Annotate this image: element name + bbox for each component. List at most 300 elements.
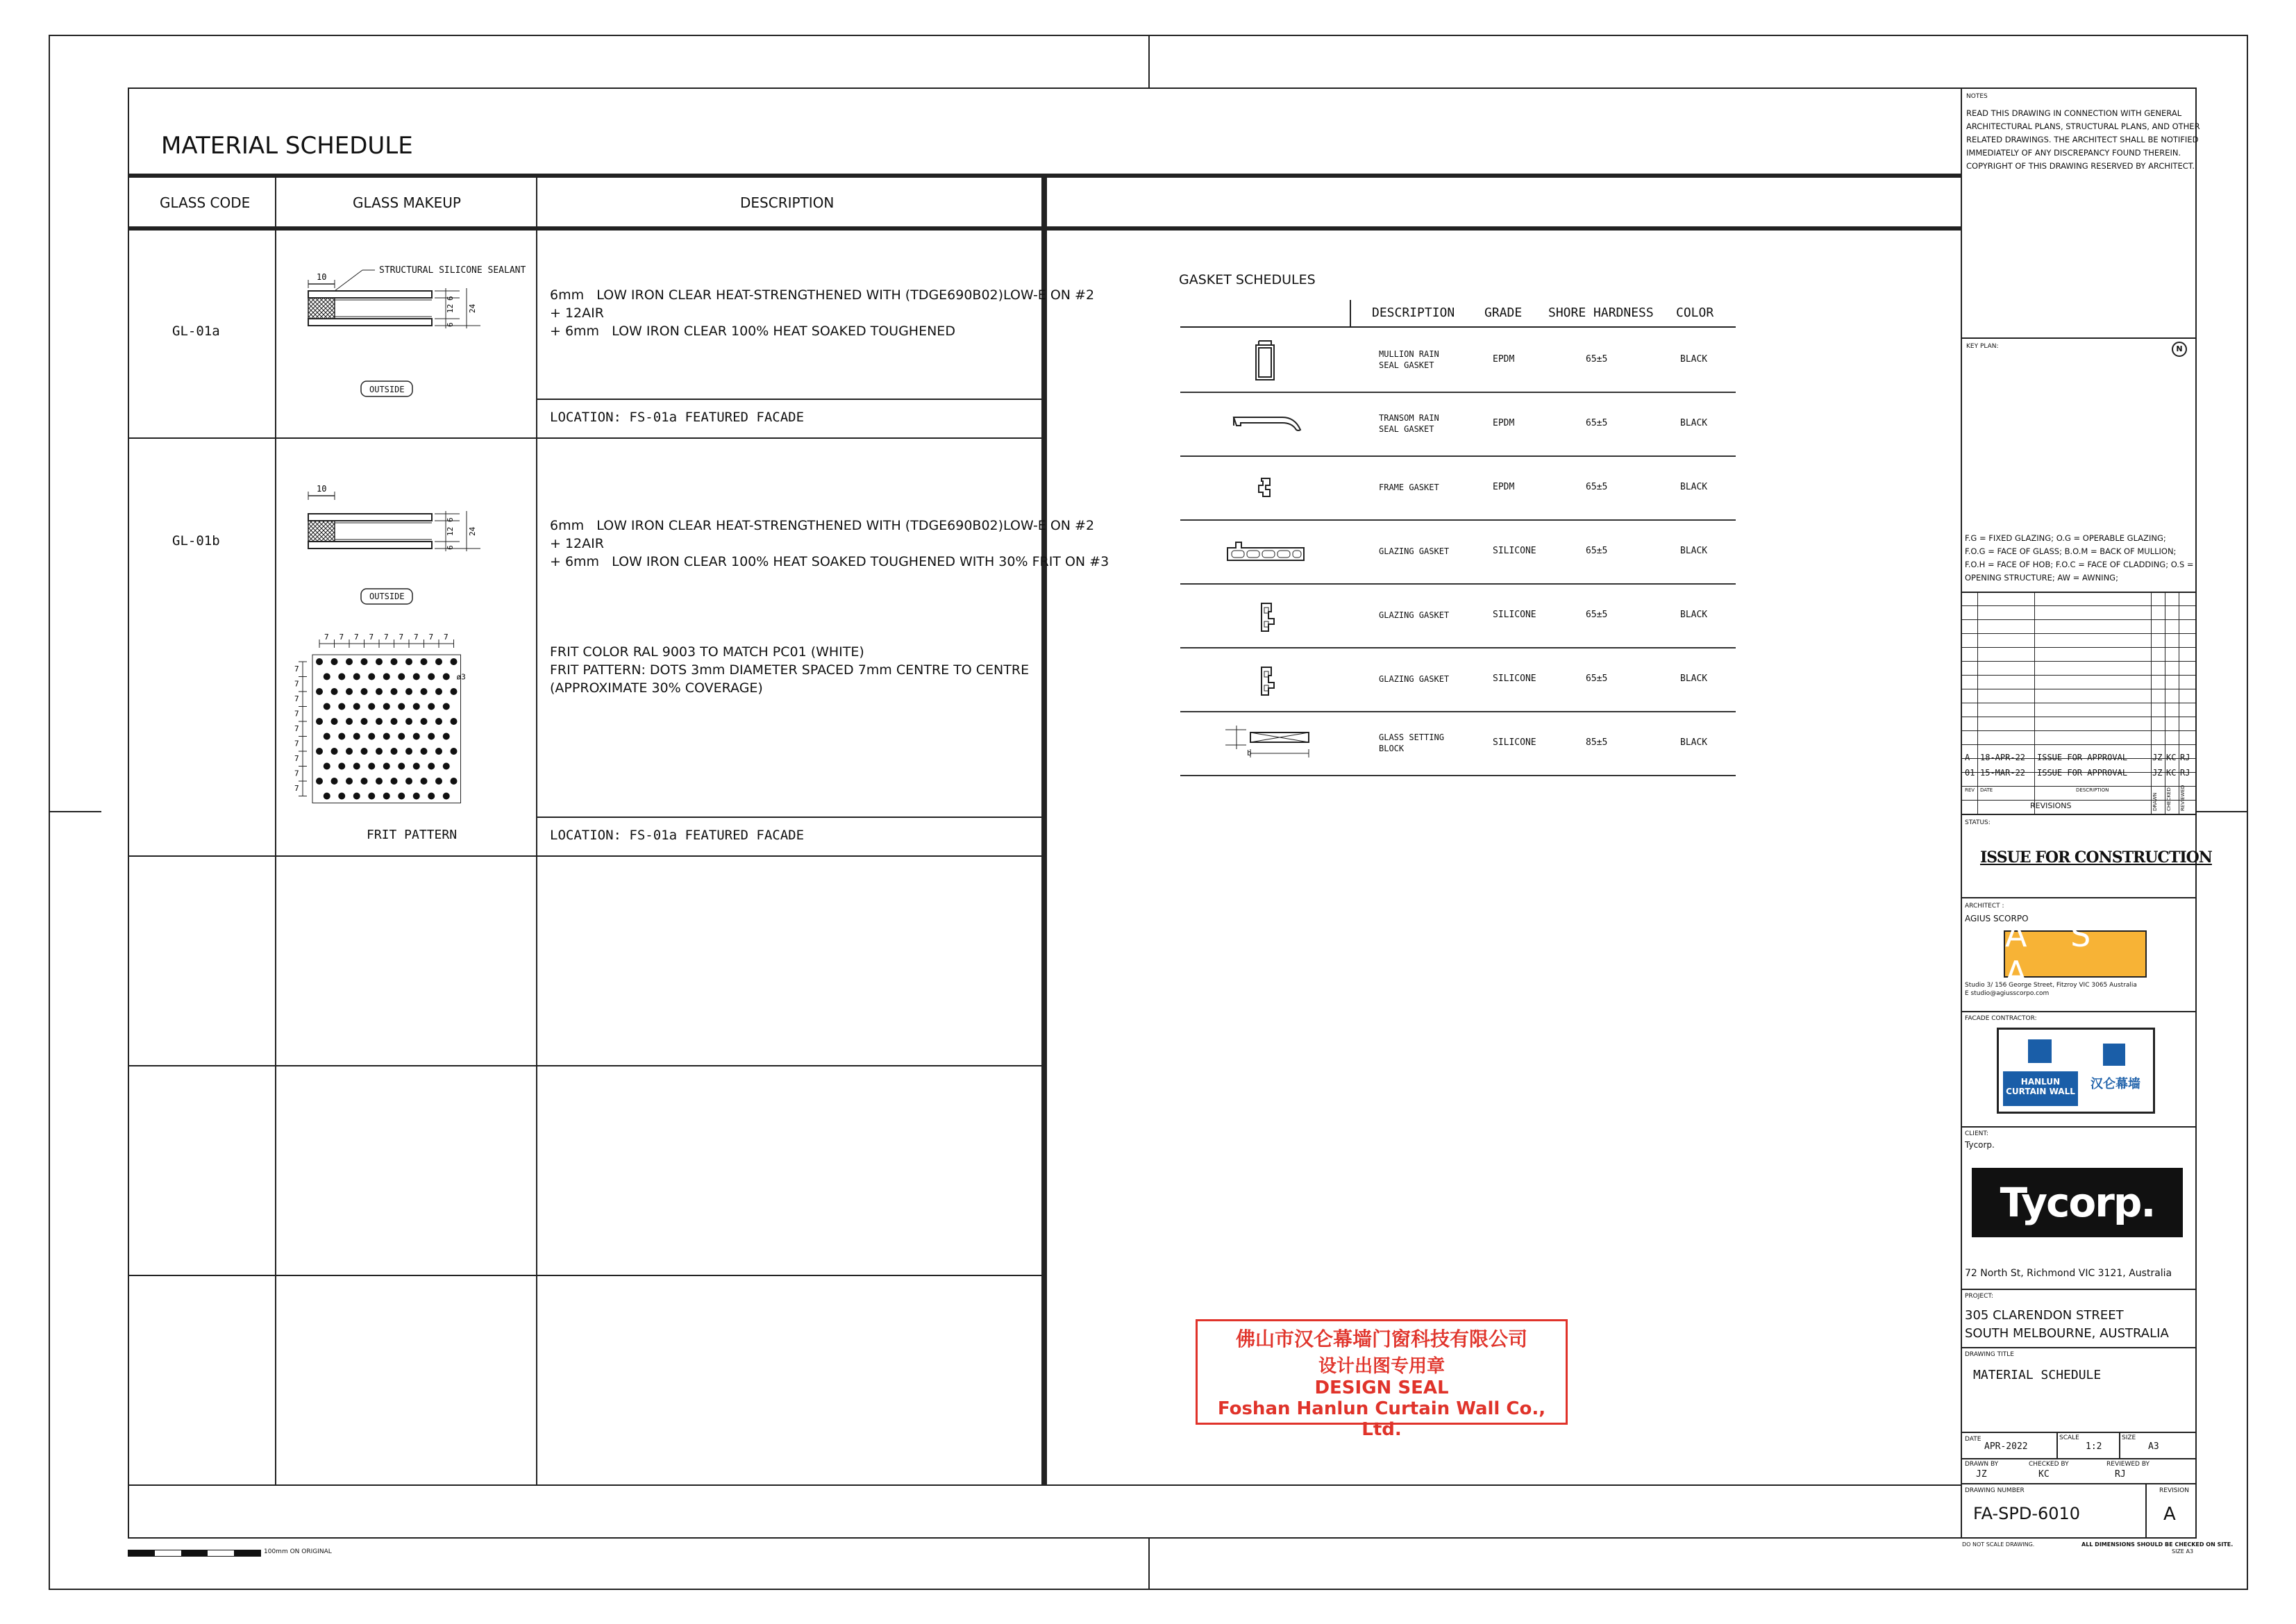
gasket-hardness: 65±5 [1586,482,1608,492]
rev-grid-row [1961,619,2197,620]
revision-d: JZ [2152,753,2163,762]
frit-dot-diameter: ø3 [456,672,466,682]
frit-dot [435,718,442,725]
frit-dot [316,748,323,755]
dim-top-a: 10 [317,272,327,282]
architect-email: E studio@agiusscorpo.com [1965,990,2050,997]
frit-dot [346,688,353,695]
frit-dot [443,763,450,770]
tb-line-rev-bottom [1961,814,2197,815]
revision-r: RJ [2180,768,2190,778]
glass-section-a [299,260,535,406]
gasket-color: BLACK [1680,610,1708,620]
notes-label: NOTES [1966,93,1988,100]
center-mark-top [1148,35,1150,87]
project-label: PROJECT: [1965,1293,1993,1300]
frit-dot [451,748,458,755]
tb-line-architect [1961,897,2197,898]
revision-header-r: REVIEWED [2180,785,2186,811]
revision-desc: ISSUE FOR APPROVAL [2037,753,2128,762]
gasket-grade: EPDM [1493,482,1515,492]
tb-line-facade [1961,1011,2197,1012]
architect-label: ARCHITECT : [1965,903,2004,910]
revision-header-date: DATE [1980,787,1993,793]
description-a: 6mm LOW IRON CLEAR HEAT-STRENGTHENED WITH (TDGE690B02)LOW-E ON #2 + 12AIR + 6mm LOW IRON CLEAR 100% HEAT SOAKED TOUGHENED [550,287,1095,339]
checked-label: CHECKED BY [2029,1461,2069,1468]
frit-dot [421,658,428,665]
gasket-hardness: 85±5 [1586,737,1608,748]
gasket-grade: EPDM [1493,354,1515,365]
frit-pitch-left: 7 [294,664,299,673]
frit-dot [435,748,442,755]
architect-name: AGIUS SCORPO [1965,914,2029,923]
frit-dot [324,733,330,740]
svg-text:10: 10 [317,484,327,494]
gasket-desc: MULLION RAIN SEAL GASKET [1379,349,1439,370]
frit-dot [368,793,375,800]
frit-dot [338,793,345,800]
frit-dot [428,763,435,770]
client-address: 72 North St, Richmond VIC 3121, Australia [1965,1268,2172,1279]
gasket-color: BLACK [1680,673,1708,684]
frit-dot [421,778,428,785]
gasket-desc: TRANSOM RAIN SEAL GASKET [1379,413,1439,434]
frit-dot [428,703,435,710]
drawn-value: JZ [1976,1469,1987,1480]
footer-note-right: ALL DIMENSIONS SHOULD BE CHECKED ON SITE. [2081,1541,2234,1548]
frit-dot [353,733,360,740]
frit-dot [338,703,345,710]
frit-dot [353,763,360,770]
frit-dot [368,673,375,680]
hanlun-emblem-icon [2028,1039,2052,1063]
reviewed-label: REVIEWED BY [2106,1461,2150,1468]
frit-dot [376,748,383,755]
facade-logo-right [2079,1034,2152,1107]
header-glass-makeup: GLASS MAKEUP [353,194,461,211]
location-b: LOCATION: FS-01a FEATURED FACADE [550,828,805,843]
revision-date: 15-MAR-22 [1980,768,2026,778]
description-b: 6mm LOW IRON CLEAR HEAT-STRENGTHENED WITH (TDGE690B02)LOW-E ON #2 + 12AIR + 6mm LOW IRON CLEAR 100% HEAT SOAKED TOUGHENED WITH 30% FRIT ON #3 [550,518,1109,569]
table-divider [1041,176,1047,1484]
frit-dot [338,673,345,680]
reviewed-value: RJ [2115,1469,2126,1480]
frit-dot [361,688,368,695]
gasket-h-color: COLOR [1676,305,1714,320]
client-name: Tycorp. [1965,1140,1995,1150]
seal-line-2: 设计出图专用章 [1318,1356,1445,1377]
frame-gasket-icon [1180,455,1347,519]
gasket-hardness: 65±5 [1586,546,1608,556]
seal-line-1: 佛山市汉仑幕墙门窗科技有限公司 [1235,1328,1527,1350]
rev-grid-row [1961,730,2197,731]
frit-dot [405,658,412,665]
gasket-row [1180,647,1736,712]
location-a: LOCATION: FS-01a FEATURED FACADE [550,410,805,425]
revision-value: A [2163,1504,2176,1525]
seal-line-3: DESIGN SEAL [1314,1378,1449,1398]
drawing-number-label: DRAWING NUMBER [1965,1487,2025,1494]
key-plan-label: KEY PLAN: [1966,343,1999,350]
glazing-gasket-long-icon [1180,519,1347,583]
tb-line-date [1961,1432,2197,1433]
svg-text:6: 6 [446,545,455,550]
status-value: ISSUE FOR CONSTRUCTION [1980,848,2212,867]
revision-c: KC [2166,768,2177,778]
revisions-label: REVISIONS [2030,801,2072,810]
frit-dot [398,673,405,680]
frit-dot [353,793,360,800]
frit-dot [316,718,323,725]
frit-pitch-top: 7 [384,633,389,642]
frit-pitch-top: 7 [444,633,449,642]
gasket-desc: GLASS SETTING BLOCK [1379,733,1444,753]
revision-rev: 01 [1965,768,1975,778]
svg-text:24: 24 [468,303,477,313]
gasket-hardness: 65±5 [1586,610,1608,620]
frit-pitch-left: 7 [294,694,299,703]
architect-address: Studio 3/ 156 George Street, Fitzroy VIC 3065 Australia [1965,982,2137,989]
frit-pitch-top: 7 [399,633,404,642]
center-mark-bottom [1148,1538,1150,1590]
sealant-label: STRUCTURAL SILICONE SEALANT [379,265,526,276]
frit-dot [368,763,375,770]
frit-dot [391,658,398,665]
frit-dot [443,703,450,710]
svg-text:12: 12 [446,303,455,313]
row-line-b [128,855,1043,857]
frit-dot [443,733,450,740]
frit-dot [316,658,323,665]
frit-dot [376,718,383,725]
frit-dot [331,718,338,725]
frit-dot [346,718,353,725]
frit-dot [324,673,330,680]
client-logo-text: Tycorp. [2000,1179,2155,1226]
gasket-hardness: 65±5 [1586,673,1608,684]
client-label: CLIENT: [1965,1130,1988,1137]
tb-div-size [2119,1432,2120,1458]
row-line-b-loc [536,817,1043,818]
glass-code-a: GL-01a [172,324,220,339]
frit-dot [353,673,360,680]
gasket-desc: GLAZING GASKET [1379,546,1450,556]
frit-pattern-label: FRIT PATTERN [367,828,458,842]
frit-dot [413,733,420,740]
drawing-number: FA-SPD-6010 [1973,1504,2081,1523]
gasket-header-col [1350,300,1351,326]
tb-line-project [1961,1289,2197,1290]
frit-pitch-left: 7 [294,754,299,763]
gasket-h-grade: GRADE [1484,305,1523,320]
transom-rain-seal-icon [1180,392,1347,455]
frit-dot [346,658,353,665]
seal-line-4: Foshan Hanlun Curtain Wall Co., Ltd. [1217,1398,1546,1440]
drawn-label: DRAWN BY [1965,1461,1999,1468]
date-label: DATE [1965,1436,1981,1443]
gasket-color: BLACK [1680,418,1708,428]
revision-date: 18-APR-22 [1980,753,2026,762]
frit-dot [368,733,375,740]
gasket-grade: SILICONE [1493,673,1536,684]
gasket-color: BLACK [1680,482,1708,492]
scale-bar [128,1550,261,1557]
frit-dot [391,688,398,695]
svg-text:6: 6 [446,517,455,522]
architect-logo-text: A S A [2005,916,2108,991]
tb-line-drawn [1961,1458,2197,1459]
revision-header-desc: DESCRIPTION [2076,787,2109,793]
frit-dot [413,763,420,770]
status-label: STATUS: [1965,819,1991,826]
gasket-hardness: 65±5 [1586,418,1608,428]
gasket-row [1180,711,1736,776]
frit-dot [435,778,442,785]
frit-dot [421,688,428,695]
outside-label-b: OUTSIDE [369,592,405,601]
frit-dot [383,703,390,710]
frit-dot [421,718,428,725]
north-arrow-icon [2172,342,2187,357]
frit-dot [331,748,338,755]
scale-label: SCALE [2059,1434,2079,1441]
frit-dot [405,778,412,785]
frit-pitch-top: 7 [369,633,374,642]
frit-dot [428,793,435,800]
frit-dot [368,703,375,710]
frit-dot [398,763,405,770]
checked-value: KC [2038,1469,2050,1480]
frit-dot [383,733,390,740]
gasket-h-hardness: SHORE HARDNESS [1548,305,1654,320]
rev-grid-row [1961,633,2197,634]
frit-dot [353,703,360,710]
col-line-2 [536,176,537,1484]
tb-line-dwgno [1961,1483,2197,1484]
gasket-grade: SILICONE [1493,546,1536,556]
gasket-color: BLACK [1680,354,1708,365]
revision-c: KC [2166,753,2177,762]
revision-d: JZ [2152,768,2163,778]
gasket-grade: EPDM [1493,418,1515,428]
gasket-row [1180,583,1736,648]
frit-dot [451,778,458,785]
frit-dot [398,793,405,800]
frit-dot [405,748,412,755]
glazing-gasket-icon [1180,583,1347,647]
frit-dot [324,703,330,710]
frit-dot [361,658,368,665]
frit-dot [361,748,368,755]
frit-dot [331,688,338,695]
frit-dot [346,748,353,755]
svg-text:6: 6 [446,322,455,327]
mullion-rain-seal-icon [1180,328,1347,392]
row-line-c [128,1065,1043,1066]
svg-text:24: 24 [468,526,477,536]
frit-dot [391,748,398,755]
frit-dot [435,688,442,695]
facade-label: FACADE CONTRACTOR: [1965,1015,2037,1022]
gasket-desc: FRAME GASKET [1379,483,1439,492]
abbreviations: F.G = FIXED GLAZING; O.G = OPERABLE GLAZING; F.O.G = FACE OF GLASS; B.O.M = BACK OF MULLION; F.O.H = FACE OF HOB; F.O.C = FACE OF CLADDING; O.S = OPENING STRUCTURE; AW = AWNING; [1965,533,2194,583]
scale-value: 1:2 [2086,1441,2102,1452]
frit-dot [413,793,420,800]
revision-r: RJ [2180,753,2190,762]
glazing-gasket-icon [1180,647,1347,711]
frit-dot [405,718,412,725]
frit-pitch-top: 7 [354,633,359,642]
outside-label-a: OUTSIDE [369,385,405,394]
col-line-1 [275,176,276,1484]
gasket-hardness: 65±5 [1586,354,1608,365]
gasket-desc: GLAZING GASKET [1379,610,1450,620]
gasket-color: BLACK [1680,546,1708,556]
frit-dot [338,733,345,740]
revision-label: REVISION [2159,1487,2189,1494]
setting-block-dim: b [1247,748,1252,757]
frit-dot [316,688,323,695]
frit-dot [435,658,442,665]
rev-grid-col [2034,592,2035,814]
row-line-d [128,1275,1043,1276]
frit-pitch-top: 7 [414,633,419,642]
drawing-title: MATERIAL SCHEDULE [1973,1368,2102,1382]
revision-desc: ISSUE FOR APPROVAL [2037,768,2128,778]
frit-pitch-left: 7 [294,679,299,689]
revision-header-rev: REV [1965,787,1975,793]
gasket-desc: GLAZING GASKET [1379,674,1450,684]
frit-dot [383,763,390,770]
frit-dot [413,673,420,680]
glass-code-b: GL-01b [172,533,220,549]
frit-dot [361,778,368,785]
glass-section-b [299,472,535,618]
date-value: APR-2022 [1984,1441,2028,1452]
frit-pitch-left: 7 [294,724,299,733]
rev-grid-row [1961,786,2197,787]
frit-dot [376,658,383,665]
facade-logo-name: HANLUN CURTAIN WALL [2003,1071,2078,1106]
gasket-h-desc: DESCRIPTION [1372,305,1455,320]
gasket-row [1180,328,1736,393]
gasket-color: BLACK [1680,737,1708,748]
footer-note-left: DO NOT SCALE DRAWING. [1962,1541,2035,1548]
frit-pitch-left: 7 [294,739,299,748]
frit-pitch-top: 7 [324,633,329,642]
rev-grid-row [1961,800,2197,801]
frit-pitch-left: 7 [294,709,299,719]
frit-dot [398,703,405,710]
svg-text:6: 6 [446,296,455,301]
frit-dot [338,763,345,770]
tb-line-rev-top [1961,592,2197,593]
frit-dot [391,778,398,785]
hanlun-emblem-icon-2 [2103,1044,2125,1066]
frit-dot [451,658,458,665]
facade-logo-cn: 汉仑幕墙 [2090,1077,2140,1091]
tb-div-scale [2056,1432,2058,1458]
frit-dot [405,688,412,695]
frit-dot [451,688,458,695]
rev-grid-col [2151,592,2152,814]
gasket-title: GASKET SCHEDULES [1179,272,1316,287]
rev-grid-row [1961,605,2197,606]
gasket-grade: SILICONE [1493,610,1536,620]
row-line-a-loc [536,399,1043,400]
tb-line-dwg-title [1961,1347,2197,1348]
frit-dot [421,748,428,755]
tb-div-revision [2145,1483,2147,1539]
page-title: MATERIAL SCHEDULE [161,132,413,160]
frit-dot [331,778,338,785]
design-seal-stamp [1196,1319,1568,1440]
frit-pitch-top: 7 [428,633,434,642]
frit-dot [443,673,450,680]
frit-dot [376,778,383,785]
size-label: SIZE [2122,1434,2136,1441]
rev-grid-row [1961,661,2197,662]
gasket-grade: SILICONE [1493,737,1536,748]
notes-text: READ THIS DRAWING IN CONNECTION WITH GENERAL ARCHITECTURAL PLANS, STRUCTURAL PLANS, AND OTHER RELATED DRAWINGS. THE ARCHITECT SHALL BE NOTIFIED IMMEDIATELY OF ANY DISCREPANCY FOUND THEREIN. COPYRIGHT OF THIS DRAWING RESERVED BY ARCHITECT. [1966,108,2200,171]
frit-dot [413,703,420,710]
frit-dot [451,718,458,725]
size-value: A3 [2148,1441,2159,1452]
revision-header-d: DRAWN [2152,792,2158,811]
frit-dot [398,733,405,740]
frit-dot [428,733,435,740]
facade-logo-left [2003,1034,2078,1107]
frit-description: FRIT COLOR RAL 9003 TO MATCH PC01 (WHITE) FRIT PATTERN: DOTS 3mm DIAMETER SPACED 7mm CENTRE TO CENTRE (APPROXIMATE 30% COVERAGE) [550,644,1030,696]
svg-text:12: 12 [446,526,455,536]
frit-dot [391,718,398,725]
setting-block-icon [1180,711,1347,775]
rev-grid-row [1961,744,2197,745]
frit-dot [383,793,390,800]
north-label: N [2176,344,2183,353]
drawing-title-label: DRAWING TITLE [1965,1351,2014,1358]
frit-dot [316,778,323,785]
frit-pattern-diagram [292,628,521,816]
facade-logo [1997,1028,2155,1114]
gasket-row [1180,455,1736,521]
center-mark-left [49,811,101,812]
project-line-2: SOUTH MELBOURNE, AUSTRALIA [1965,1326,2169,1341]
frit-pitch-top: 7 [339,633,344,642]
frit-dot [361,718,368,725]
gasket-row [1180,519,1736,585]
rev-grid-col [1977,592,1978,814]
frit-dot [324,793,330,800]
revision-header-c: CHECKED [2166,787,2172,811]
frit-dot [331,658,338,665]
rev-grid-row [1961,647,2197,648]
client-logo [1972,1168,2183,1237]
frit-dot [346,778,353,785]
row-line-a [128,437,1043,439]
frit-dot [443,793,450,800]
frit-pitch-left: 7 [294,769,299,778]
frit-pitch-left: 7 [294,784,299,793]
frit-dot [376,688,383,695]
revision-rev: A [1965,753,1970,762]
frit-dot [428,673,435,680]
frit-dot [324,763,330,770]
header-glass-code: GLASS CODE [160,194,251,211]
scale-bar-label: 100mm ON ORIGINAL [264,1548,332,1555]
center-mark-right [2195,811,2248,812]
rev-grid-row [1961,675,2197,676]
